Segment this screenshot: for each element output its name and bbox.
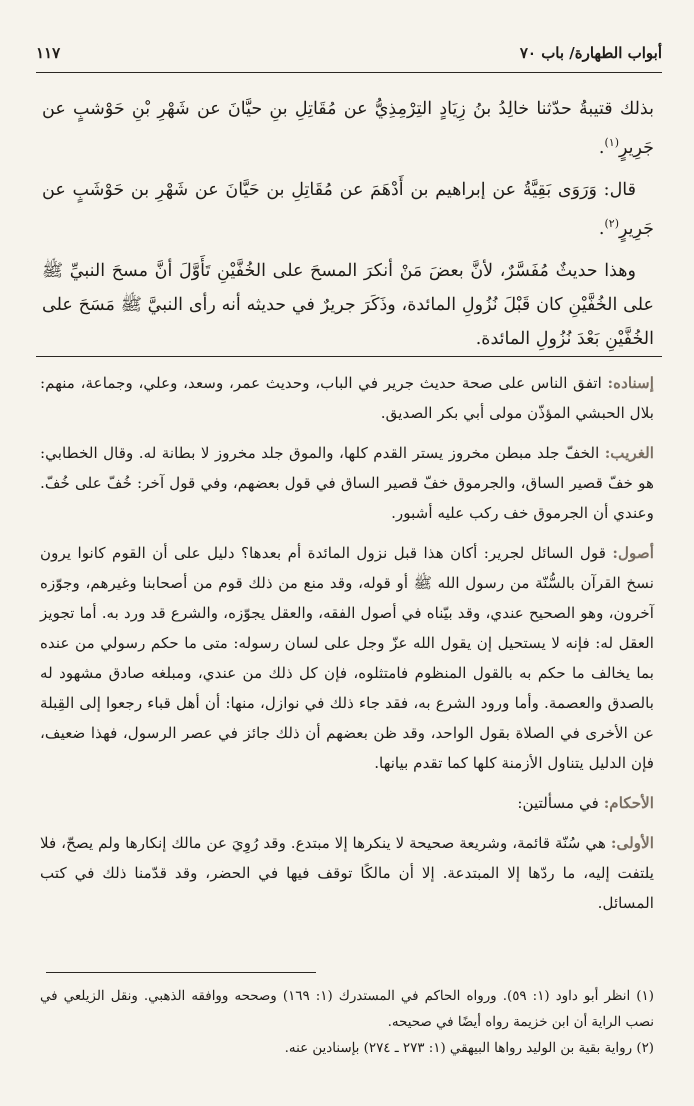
footnotes [40,984,654,1062]
commentary-text: قول السائل لجرير: أكان هذا قبل نزول المائدة أم بعدها؟ دليل على أن القوم كانوا يرون نسخ القرآن بالسُّنّة من رسول الله ﷺ أو قوله، وقد منع من ذلك قوم من أصحابنا وغيرهم، وجوّزه آخرون، وهو الصحيح عندي، وقد بيّناه في أصول الفقه، والعقل يجوّزه، والشرع قد ورد به. أما تجويز العقل له: فإنه لا يستحيل إن يقول الله عزّ وجل على لسان رسوله: متى ما حكم رسولي من عنده بما يخالف ما حكم به بالقول المنظوم فامتثلوه، فإن كل ذلك من عندي، ومبلغه صادق مشهود له بالصدق والعصمة. وأما ورود الشرع به، فقد جاء ذلك في نوازل، منها: أن أهل قباء رجعوا إلى القِبلة عن الأخرى في الصلاة بقول الواحد، وقد ظن بعضهم أن ذلك جائز في عصر الرسول، فهذا ضعيف، فإن الدليل يتناول الأزمنة كلها كما تقدم بيانها. [40,544,654,772]
commentary [40,368,654,928]
commentary-item [40,828,654,918]
footnote-ref: (٢) [604,216,619,230]
commentary-text: هي سُنّة قائمة، وشريعة صحيحة لا ينكرها إلا مبتدع. وقد رُوِيَ عن مالك إنكارها ولم يصحّ، فلا يلتفت إليه، ما ردّها إلا المبتدعة. إلا أن مالكًا توقف فيها في الحضر، وقد قدّمنا ذلك في كتب المسائل. [40,834,654,912]
hadith-paragraph [42,254,654,356]
paragraph-text: وهذا حديثٌ مُفَسَّرٌ، لأنَّ بعضَ مَنْ أنكرَ المسحَ على الخُفَّيْنِ تَأَوَّلَ أنَّ مسحَ النبيِّ ﷺ على الخُفَّيْنِ كان قَبْلَ نُزُولِ المائدة، وذَكَرَ جريرٌ في حديثه أنه رأى النبيَّ ﷺ مَسَحَ على الخُفَّيْنِ بَعْدَ نُزُولِ المائدة. [42,260,654,349]
hadith-paragraph: بذلك قتيبةُ حدّثنا خالِدُ بنُ زِيَادٍ التِرْمِذِيُّ عن مُقَاتِلِ بنِ حيَّانَ عن شَهْرِ بْنِ حَوْشبٍ عن جَرِيرٍ$^{(١)}$. [42,99,654,158]
footnote: (٢) رواية بقية بن الوليد رواها البيهقي (١: ٢٧٣ ـ ٢٧٤) بإسنادين عنه. [284,1041,654,1056]
commentary-item [40,788,654,818]
footnote-ref: (١) [604,136,619,149]
footnote: (١) انظر أبو داود (١: ٥٩). ورواه الحاكم في المستدرك (١: ١٦٩) وصححه ووافقه الذهبي. ونقل الزيلعي في نصب الراية أن ابن خزيمة رواه أيضًا في صحيحه. [40,989,654,1030]
commentary-label: الأولى: [610,834,655,852]
commentary-text: الخفّ جلد مبطن مخروز يستر القدم كلها، والموق جلد مخروز لا بطانة له. وقال الخطابي: هو خفّ قصير الساق، والجرموق خفّ قصير الساق في قول بعضهم، وفي قول آخر: خُفّ على خُفّ. وعندي أن الجرموق خف ركب عليه أشبور. [40,444,654,522]
commentary-label: إسناده: [607,374,654,392]
running-header [36,44,662,62]
chapter-title: أبواب الطهارة/ باب ٧٠ [519,44,662,62]
paragraph-text: قال: وَرَوَى بَقِيَّةُ عن إبراهيم بن أَدْهَمَ عن مُقَاتِلِ بن حَيَّانَ عن شَهْرِ بن حَوْشَبٍ عن جَرِيرٍ [42,179,654,239]
header-divider [36,72,662,73]
footnote-divider [46,972,316,973]
page-number: ١١٧ [36,44,61,62]
commentary-item [40,438,654,528]
commentary-item [40,538,654,778]
commentary-text: اتفق الناس على صحة حديث جرير في الباب، وحديث عمر، وسعد، وعلي، وجماعة، منهم: بلال الحبشي المؤذّن مولى أبي بكر الصديق. [40,374,654,422]
commentary-label: أصول: [612,544,654,562]
commentary-text: في مسألتين: [517,794,599,812]
commentary-label: الغريب: [604,444,654,462]
commentary-item [40,368,654,428]
section-divider [36,356,662,357]
commentary-label: الأحكام: [603,794,654,812]
hadith-text [42,92,654,364]
paragraph-text: بذلك قتيبةُ حدّثنا خالِدُ بنُ زِيَادٍ التِرْمِذِيُّ عن مُقَاتِلِ بنِ حيَّانَ عن شَهْرِ بْنِ حَوْشبٍ عن جَرِيرٍ [42,99,654,158]
hadith-paragraph: قال: وَرَوَى بَقِيَّةُ عن إبراهيم بن أَدْهَمَ عن مُقَاتِلِ بن حَيَّانَ عن شَهْرِ بن حَوْشَبٍ عن جَرِيرٍ$^{(٢)}$. [42,179,654,239]
